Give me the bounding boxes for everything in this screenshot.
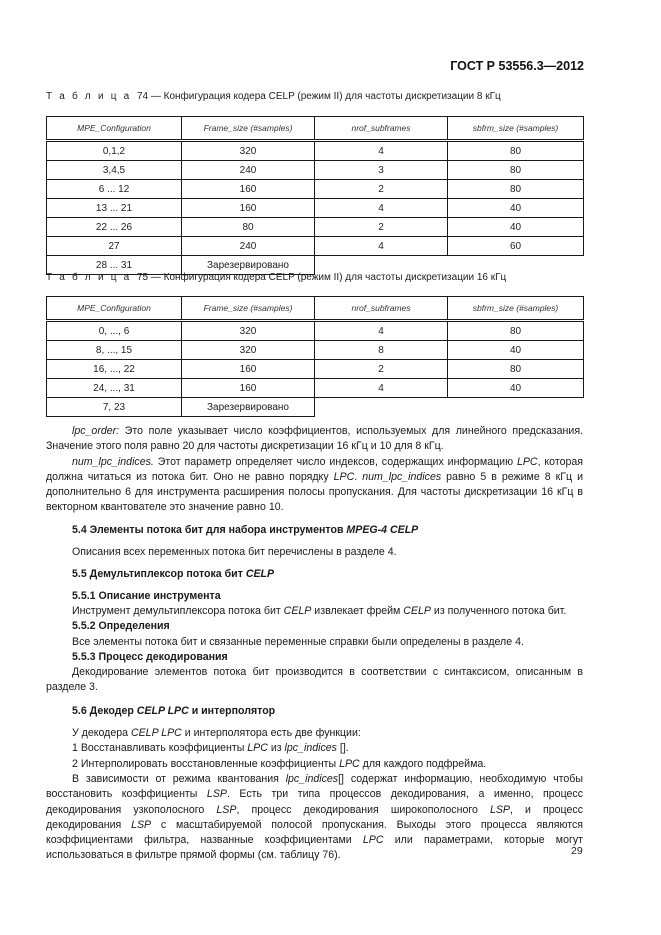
cell: 80 [448, 180, 584, 199]
table-row-reserved [47, 398, 584, 417]
cell: 2 [315, 360, 448, 379]
cell: 240 [182, 237, 315, 256]
table-75-caption [46, 272, 506, 283]
cell: 0, ..., 6 [47, 321, 182, 341]
cell: 160 [182, 180, 315, 199]
term: num_lpc_indices. [72, 455, 154, 468]
caption-text: 74 — Конфигурация кодера CELP (режим II) для частоты дискретизации 8 кГц [136, 91, 501, 102]
paragraph-5-6-body: В зависимости от режима квантования lpc_indices[] содержат информацию, необходимую чтобы восстановить коэффициенты LSP. Есть три типа процессов декодирования, а именно, процесс декодирования узкополосного LSP, процесс декодирования широкополосного LSP, и процесс декодирования LSP с масштабируемой полосой пропускания. Выходы этого процесса являются коэффициентами фильтра, названные коэффициентами LPC или параметрами, которые могут использоваться в фильтре прямой формы (см. таблицу 76). [46, 772, 584, 862]
cell: 28 ... 31 [47, 256, 182, 275]
paragraph-5-5-1: Инструмент демультиплексора потока бит CELP извлекает фрейм CELP из полученного потока бит. [72, 604, 567, 617]
cell: Зарезервировано [182, 256, 315, 275]
column-header: sbfrm_size (#samples) [448, 297, 584, 321]
table-header-row [47, 297, 584, 321]
cell: 60 [448, 237, 584, 256]
cell: 160 [182, 379, 315, 398]
table-row [47, 180, 584, 199]
cell: 4 [315, 141, 448, 161]
section-heading-5-5-3: 5.5.3 Процесс декодирования [72, 650, 228, 663]
cell: 8 [315, 341, 448, 360]
list-item-2: 2 Интерполировать восстановленные коэффициенты LPC для каждого подфрейма. [72, 757, 487, 770]
cell: 8, ..., 15 [47, 341, 182, 360]
cell: 320 [182, 141, 315, 161]
paragraph-lpc-order: lpc_order: Это поле указывает число коэффициентов, используемых для линейного предсказания. Значение этого поля равно 20 для частоты дискретизации 16 кГц и 10 для 8 кГц. [46, 425, 583, 453]
table-row [47, 341, 584, 360]
cell: 4 [315, 199, 448, 218]
table-75 [46, 296, 584, 417]
table-row [47, 141, 584, 161]
column-header: nrof_subframes [315, 297, 448, 321]
table-header-row [47, 117, 584, 141]
cell: 2 [315, 180, 448, 199]
cell: 22 ... 26 [47, 218, 182, 237]
cell: 80 [182, 218, 315, 237]
caption-text: 75 — Конфигурация кодера CELP (режим II) для частоты дискретизации 16 кГц [136, 272, 507, 283]
cell: 7, 23 [47, 398, 182, 417]
table-row [47, 379, 584, 398]
cell: 160 [182, 199, 315, 218]
cell: 320 [182, 321, 315, 341]
paragraph-5-4: Описания всех переменных потока бит перечислены в разделе 4. [72, 546, 397, 559]
cell: 0,1,2 [47, 141, 182, 161]
table-row [47, 218, 584, 237]
cell: 2 [315, 218, 448, 237]
table-74 [46, 116, 584, 275]
standard-code: ГОСТ Р 53556.3—2012 [450, 59, 584, 73]
cell: 160 [182, 360, 315, 379]
paragraph-5-5-3: Декодирование элементов потока бит производится в соответствии с синтаксисом, описанным в разделе 3. [46, 666, 583, 694]
cell: 4 [315, 237, 448, 256]
table-74-caption [46, 91, 501, 102]
cell: 3,4,5 [47, 161, 182, 180]
cell: 4 [315, 321, 448, 341]
cell: 40 [448, 379, 584, 398]
cell: 6 ... 12 [47, 180, 182, 199]
column-header: Frame_size (#samples) [182, 117, 315, 141]
table-row [47, 321, 584, 341]
section-heading-5-4: 5.4 Элементы потока бит для набора инструментов MPEG-4 CELP [72, 523, 419, 536]
paragraph-5-5-2: Все элементы потока бит и связанные переменные справки были определены в разделе 4. [72, 635, 524, 648]
term: lpc_order: [72, 425, 120, 437]
caption-prefix: Т а б л и ц а [46, 91, 132, 102]
empty-cell [315, 398, 448, 417]
column-header: sbfrm_size (#samples) [448, 117, 584, 141]
section-heading-5-5: 5.5 Демультиплексор потока бит CELP [72, 568, 275, 581]
section-heading-5-6: 5.6 Декодер CELP LPC и интерполятор [72, 704, 276, 717]
cell: 80 [448, 161, 584, 180]
empty-cell [448, 398, 584, 417]
cell: 3 [315, 161, 448, 180]
cell: 40 [448, 341, 584, 360]
body-text [46, 424, 583, 864]
section-heading-5-5-2: 5.5.2 Определения [72, 620, 170, 633]
cell: 320 [182, 341, 315, 360]
paragraph-num-lpc-indices: num_lpc_indices. Этот параметр определяет число индексов, содержащих информацию LPC, которая должна читаться из потока бит. Оно не равно порядку LPC. num_lpc_indices равно 5 в режиме 8 кГц и дополнительно 6 для инструмента расширения полосы пропускания. Для частоты дискретизации 16 кГц в векторном квантователе это значение равно 10. [46, 455, 584, 514]
cell: 80 [448, 141, 584, 161]
column-header: MPE_Configuration [47, 117, 182, 141]
column-header: Frame_size (#samples) [182, 297, 315, 321]
list-item-1: 1 Восстанавливать коэффициенты LPC из lpc_indices []. [72, 742, 349, 755]
cell: 40 [448, 218, 584, 237]
page-number: 29 [571, 845, 583, 857]
cell: 80 [448, 321, 584, 341]
cell: Зарезервировано [182, 398, 315, 417]
table-row [47, 199, 584, 218]
table-row [47, 237, 584, 256]
cell: 27 [47, 237, 182, 256]
column-header: MPE_Configuration [47, 297, 182, 321]
cell: 80 [448, 360, 584, 379]
paragraph-5-6-intro: У декодера CELP LPC и интерполятора есть две функции: [72, 727, 361, 740]
table-row [47, 161, 584, 180]
table-row [47, 360, 584, 379]
cell: 13 ... 21 [47, 199, 182, 218]
column-header: nrof_subframes [315, 117, 448, 141]
cell: 24, ..., 31 [47, 379, 182, 398]
cell: 240 [182, 161, 315, 180]
section-heading-5-5-1: 5.5.1 Описание инструмента [72, 589, 221, 602]
cell: 16, ..., 22 [47, 360, 182, 379]
cell: 4 [315, 379, 448, 398]
caption-prefix: Т а б л и ц а [46, 272, 132, 283]
cell: 40 [448, 199, 584, 218]
